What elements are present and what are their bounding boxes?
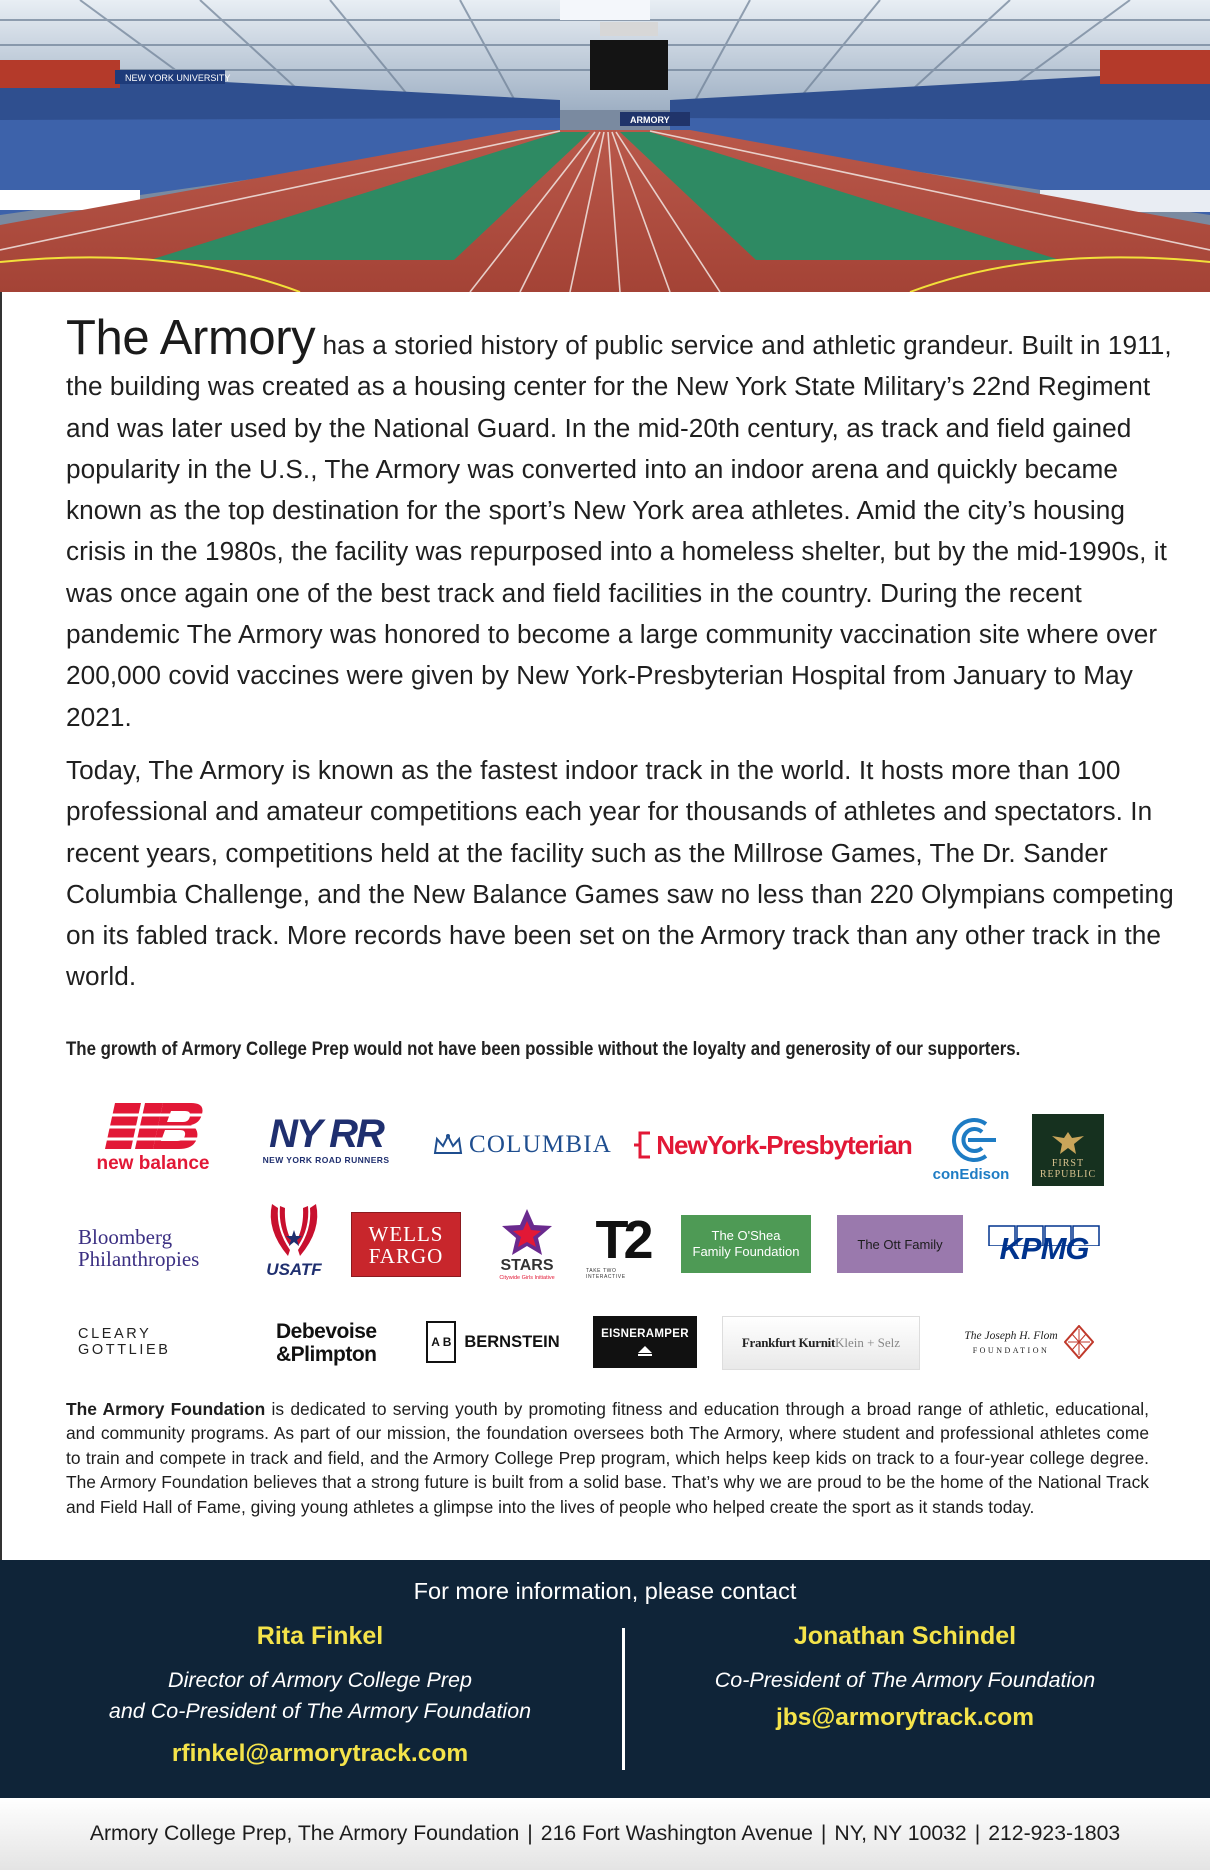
stars-logo xyxy=(486,1202,568,1286)
frankfurt-light: Klein + Selz xyxy=(834,1335,901,1350)
address-city: NY, NY 10032 xyxy=(834,1822,967,1845)
columbia-wordmark: COLUMBIA xyxy=(469,1131,612,1158)
usatf-wings-icon xyxy=(264,1200,324,1260)
contact-left xyxy=(60,1622,580,1768)
bloomberg-philanthropies-logo xyxy=(78,1218,238,1278)
bernstein-logo xyxy=(416,1318,570,1366)
stars-wordmark: STARS xyxy=(500,1257,554,1274)
history-paragraph xyxy=(66,311,1178,738)
foundation-paragraph xyxy=(66,1397,1149,1519)
wells-fargo-line2: FARGO xyxy=(368,1243,444,1268)
first-republic-line1: FIRST xyxy=(1051,1158,1085,1169)
ott-wordmark: The Ott Family xyxy=(857,1236,943,1252)
nyrr-subtitle: NEW YORK ROAD RUNNERS xyxy=(262,1155,390,1165)
address-street: 216 Fort Washington Avenue xyxy=(540,1822,813,1845)
nyrr-mark: NY RR xyxy=(269,1112,383,1156)
address-org: Armory College Prep, The Armory Foundation xyxy=(89,1822,520,1845)
contact-left-email[interactable]: rfinkel@armorytrack.com xyxy=(171,1740,469,1767)
usatf-wordmark: USATF xyxy=(266,1260,322,1279)
contact-left-title-2: and Co-President of The Armory Foundation xyxy=(108,1698,532,1723)
contact-right-email[interactable]: jbs@armorytrack.com xyxy=(775,1703,1035,1731)
address-bar xyxy=(0,1798,1210,1870)
ott-family-logo xyxy=(837,1215,963,1273)
kpmg-wordmark: KPMG xyxy=(999,1231,1089,1266)
first-republic-logo xyxy=(1032,1114,1104,1186)
history-text: has a storied history of public service and athletic grandeur. Built in 1911, the building was created as a housing center for the New York State Military’s 22nd Regiment and was later used by the National Guard. In the mid-20th century, as track and field gained popularity in the U.S., The Armory was converted into an indoor arena and quickly became known as the top destination for the sport’s New York area athletes. Amid the city’s housing crisis in the 1980s, the facility was repurposed into a homeless shelter, but by the mid-1990s, it was once again one of the best track and field facilities in the country. During the recent pandemic The Armory was honored to become a large community vaccination site where over 200,000 covid vaccines were given by New York-Presbyterian Hospital from January to May 2021. xyxy=(66,330,1172,732)
bloomberg-line2: Philanthropies xyxy=(78,1247,200,1271)
bernstein-wordmark: BERNSTEIN xyxy=(464,1332,560,1351)
address-separator: | xyxy=(820,1822,827,1845)
frankfurt-bold: Frankfurt Kurnit xyxy=(741,1335,835,1350)
bloomberg-line1: Bloomberg xyxy=(78,1225,173,1249)
banner-center-text: ARMORY xyxy=(630,115,670,125)
stars-subtitle: Citywide Girls Initiative xyxy=(499,1275,555,1281)
foundation-name: The Armory Foundation xyxy=(66,1399,266,1419)
address-separator: | xyxy=(527,1822,533,1845)
cleary-wordmark: CLEARY GOTTLIEB xyxy=(78,1326,171,1358)
contact-right xyxy=(650,1622,1160,1732)
contact-left-title-1: Director of Armory College Prep xyxy=(168,1668,472,1692)
armory-arena-illustration xyxy=(0,0,1210,292)
supporters-note: The growth of Armory College Prep would not have been possible without the loyalty and generosity of our supporters. xyxy=(66,1038,1021,1060)
new-balance-mark-icon xyxy=(101,1101,205,1151)
foundation-text: is dedicated to serving youth by promoting fitness and education through a broad range of athletic, educational, and community programs. As part of our mission, the foundation oversees both The Armory, where student and professional athletes come to train and compete in track and field, and the Armory College Prep program, which helps keep kids on track to a four-year college degree. The Armory Foundation believes that a strong future is built from a solid base. That’s why we are proud to be the home of the National Track and Field Hall of Fame, giving young athletes a glimpse into the lives of people who helped create the sport as it stands today. xyxy=(66,1399,1149,1517)
contact-right-title-1: Co-President of The Armory Foundation xyxy=(714,1668,1096,1692)
ab-mark: A B xyxy=(426,1321,456,1363)
nyp-wordmark: NewYork-Presbyterian xyxy=(656,1129,912,1160)
contact-divider xyxy=(622,1628,625,1770)
columbia-logo xyxy=(420,1120,625,1170)
flom-diamond-icon xyxy=(1064,1325,1094,1359)
debevoise-plimpton-logo xyxy=(276,1316,390,1370)
conedison-mark-icon xyxy=(942,1116,1000,1164)
conedison-logo xyxy=(926,1112,1016,1186)
usatf-logo xyxy=(252,1196,336,1284)
wells-fargo-line1: WELLS xyxy=(368,1221,444,1246)
new-balance-logo xyxy=(78,1098,228,1178)
crown-icon xyxy=(433,1133,463,1157)
flom-line1: The Joseph H. Flom xyxy=(964,1329,1058,1342)
contact-panel xyxy=(0,1560,1210,1798)
banner-left-text: NEW YORK UNIVERSITY xyxy=(125,73,231,83)
star-icon xyxy=(500,1207,554,1257)
address-separator: | xyxy=(974,1822,981,1845)
wells-fargo-logo xyxy=(351,1212,461,1277)
lead-word: The Armory xyxy=(66,311,316,365)
oshea-family-foundation-logo xyxy=(681,1215,811,1273)
contact-right-name: Jonathan Schindel xyxy=(793,1622,1017,1650)
contact-left-name: Rita Finkel xyxy=(256,1622,384,1650)
debevoise-line1: Debevoise xyxy=(276,1320,377,1343)
nyrr-logo xyxy=(246,1100,406,1178)
kpmg-logo xyxy=(982,1212,1106,1274)
eisneramper-mark-icon xyxy=(638,1346,652,1356)
frankfurt-kurnit-logo xyxy=(722,1316,920,1370)
article-body xyxy=(66,311,1178,998)
flom-line2: FOUNDATION xyxy=(972,1345,1050,1355)
newyork-presbyterian-logo xyxy=(632,1118,912,1172)
eisneramper-logo xyxy=(593,1316,697,1368)
flom-wordmark-stack xyxy=(964,1330,1057,1355)
eisneramper-wordmark: EISNERAMPER xyxy=(601,1328,689,1340)
address-phone: 212-923-1803 xyxy=(988,1822,1121,1845)
nyp-mark-icon xyxy=(632,1130,652,1160)
debevoise-line2: &Plimpton xyxy=(276,1343,377,1366)
conedison-wordmark: conEdison xyxy=(932,1165,1010,1183)
oshea-line1: The O'Shea xyxy=(711,1228,781,1243)
page-left-rule xyxy=(0,292,2,1560)
contact-heading: For more information, please contact xyxy=(413,1578,797,1604)
hero-photo xyxy=(0,0,1210,292)
oshea-line2: Family Foundation xyxy=(692,1244,800,1259)
take-two-mark: T2 xyxy=(595,1210,649,1270)
take-two-logo xyxy=(586,1206,658,1286)
today-paragraph: Today, The Armory is known as the fastest indoor track in the world. It hosts more than 100 professional and amateur competitions each year for thousands of athletes and spectators. In recent years, competitions held at the facility such as the Millrose Games, The Dr. Sander Columbia Challenge, and the New Balance Games saw no less than 220 Olympians competing on its fabled track. More records have been set on the Armory track than any other track in the world. xyxy=(66,754,1174,992)
cleary-gottlieb-logo xyxy=(78,1325,250,1359)
new-balance-wordmark: new balance xyxy=(96,1153,210,1174)
first-republic-line2: REPUBLIC xyxy=(1039,1169,1097,1180)
take-two-subtitle: TAKE TWO INTERACTIVE xyxy=(586,1268,626,1280)
flom-foundation-logo xyxy=(952,1316,1106,1368)
eagle-icon xyxy=(1050,1128,1086,1158)
